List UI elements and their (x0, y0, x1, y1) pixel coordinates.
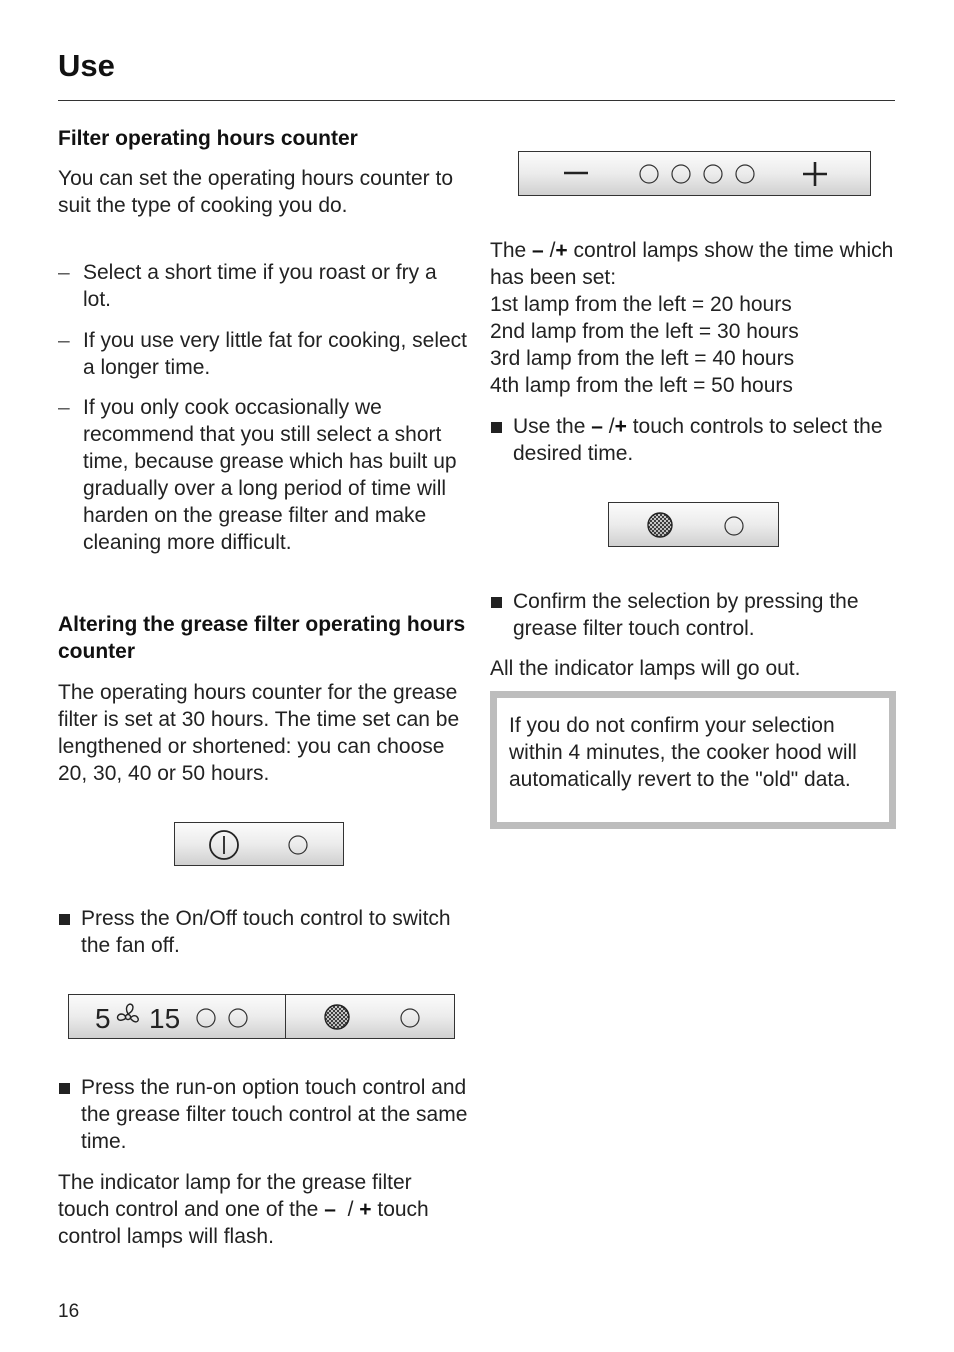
step-switch-fan-off (58, 905, 468, 959)
on-off-indicator-lamp (289, 836, 307, 854)
grease-filter-confirm-lamp (725, 517, 743, 535)
lamp-line-4: 4th lamp from the left = 50 hours (490, 374, 793, 397)
title-rule (58, 100, 895, 101)
section-heading-filter-counter: Filter operating hours counter (58, 127, 358, 150)
step-press-both-controls (58, 1074, 468, 1155)
run-on-lamp-2 (229, 1009, 247, 1027)
run-on-label-15: 15 (149, 1003, 181, 1034)
lamp-line-2: 2nd lamp from the left = 30 hours (490, 320, 799, 343)
run-on-label-5: 5 (95, 1003, 111, 1034)
dash-item-occasional: – If you only cook occasionally we recommend that you still select a short time, because grease which has built up gradually over a long period of time will harden on the grease filter and make cleaning more difficult. (58, 394, 468, 556)
plus-icon[interactable] (803, 162, 827, 186)
page-title: Use (58, 48, 115, 83)
fan-icon[interactable] (118, 1004, 139, 1022)
step-switch-fan-off-text: Press the On/Off touch control to switch the fan off. (81, 907, 451, 957)
lamp-line-1: 1st lamp from the left = 20 hours (490, 293, 792, 316)
grease-filter-lamp (401, 1009, 419, 1027)
dash-item-roast: – Select a short time if you roast or fry a lot. (58, 259, 468, 313)
step-press-both-controls-text: Press the run-on option touch control and the grease filter touch control at the same time. (81, 1076, 468, 1153)
intro-paragraph: You can set the operating hours counter to suit the type of cooking you do. (58, 167, 454, 217)
section-heading-altering: Altering the grease filter operating hours counter (58, 613, 466, 663)
default-setting-paragraph: The operating hours counter for the grease filter is set at 30 hours. The time set can be lengthened or shortened: you can choose 20, 30, 40 or 50 hours. (58, 681, 460, 785)
run-on-lamp-1 (197, 1009, 215, 1027)
grease-filter-confirm-icon[interactable] (648, 513, 672, 537)
dash-item-little-fat: – If you use very little fat for cooking, select a longer time. (58, 327, 468, 381)
hours-lamp-2 (672, 165, 690, 183)
confirmation-note-box (490, 691, 896, 829)
on-off-control-panel (174, 822, 344, 866)
flash-paragraph: The indicator lamp for the grease filter touch control and one of the – / + touch control lamps will flash. (58, 1171, 429, 1248)
run-on-control-panel (68, 994, 286, 1039)
on-off-icon[interactable] (210, 831, 238, 859)
minus-plus-control-panel (518, 151, 871, 196)
lamps-out-paragraph: All the indicator lamps will go out. (490, 657, 801, 680)
grease-filter-control-panel (285, 994, 455, 1039)
hours-lamp-1 (640, 165, 658, 183)
grease-filter-icon[interactable] (325, 1005, 349, 1029)
lamps-intro-paragraph: The – /+ control lamps show the time which has been set: (490, 239, 894, 289)
grease-filter-confirm-panel (608, 502, 779, 547)
step-select-time: Use the – /+ touch controls to select the desired time. (490, 413, 900, 467)
page-number: 16 (58, 1301, 80, 1322)
step-confirm-selection (490, 588, 900, 642)
step-confirm-selection-text: Confirm the selection by pressing the grease filter touch control. (513, 590, 859, 640)
lamp-line-3: 3rd lamp from the left = 40 hours (490, 347, 795, 370)
hours-lamp-3 (704, 165, 722, 183)
hours-lamp-4 (736, 165, 754, 183)
confirmation-note-text: If you do not confirm your selection within 4 minutes, the cooker hood will automatically revert to the "old" data. (509, 714, 857, 791)
